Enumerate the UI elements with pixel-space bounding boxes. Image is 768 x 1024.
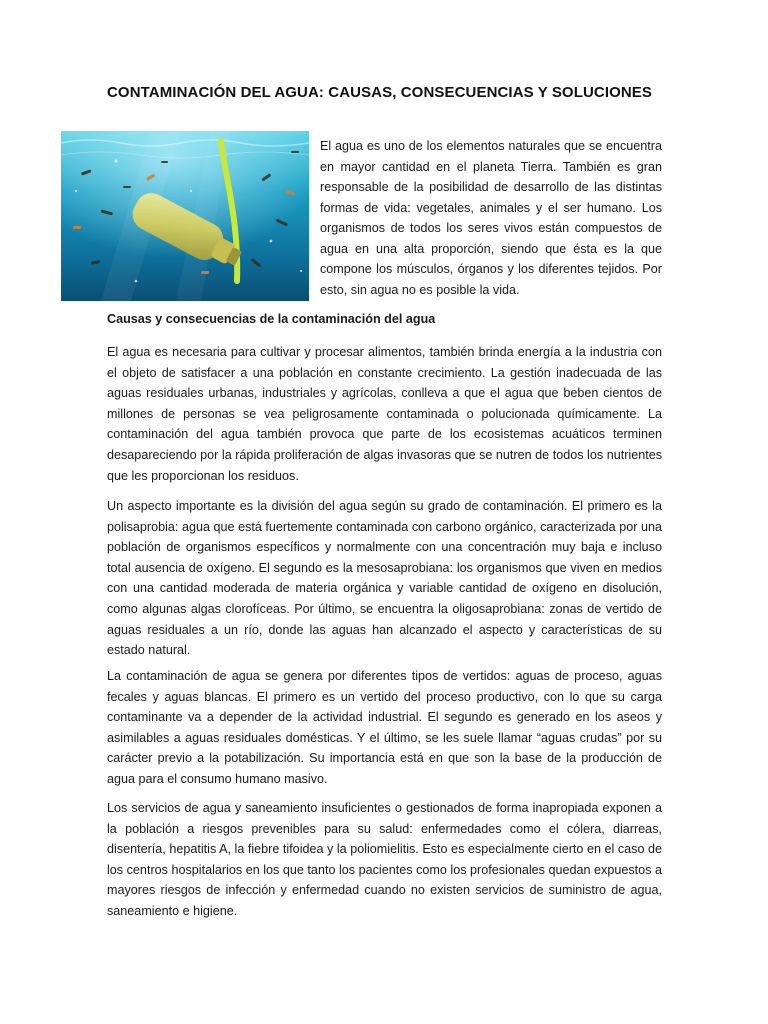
body-paragraph: Los servicios de agua y saneamiento insuficientes o gestionados de forma inapropiada exponen a la población a riesgos prevenibles para su salud: enfermedades como el cólera, diarreas, disentería, hepatitis A, la fiebre tifoidea y la poliomielitis. Esto es especialmente cierto en el caso de los centros hospitalarios en los que tanto los pacientes como los profesionales quedan expuestos a mayores riesgos de infección y enfermedad cuando no existen servicios de suministro de agua, saneamiento e higiene. xyxy=(107,801,662,918)
polluted-water-photo xyxy=(61,131,309,301)
body-paragraph: El agua es necesaria para cultivar y procesar alimentos, también brinda energía a la industria con el objeto de satisfacer a una población en constante crecimiento. La gestión inadecuada de las aguas residuales urbanas, industriales y agrícolas, conlleva a que el agua que beben cientos de millones de personas se vea peligrosamente contaminada o polucionada químicamente. La contaminación del agua también provoca que parte de los ecosistemas acuáticos terminen desapareciendo por la rápida proliferación de algas invasoras que se nutren de todos los nutrientes que les proporcionan los residuos. xyxy=(107,345,662,483)
body-paragraph: La contaminación de agua se genera por diferentes tipos de vertidos: aguas de proceso, aguas fecales y aguas blancas. El primero es un vertido del proceso productivo, con lo que su carga contaminante va a depender de la actividad industrial. El segundo es generado en los aseos y asimilables a aguas residuales domésticas. Y el último, se les suele llamar “aguas crudas” por su carácter previo a la potabilización. Su importancia está en que son la base de la producción de agua para el consumo humano masivo. xyxy=(107,669,662,786)
document-title: CONTAMINACIÓN DEL AGUA: CAUSAS, CONSECUENCIAS Y SOLUCIONES xyxy=(107,84,653,101)
intro-paragraph: El agua es uno de los elementos naturales que se encuentra en mayor cantidad en el planeta Tierra. También es gran responsable de la posibilidad de desarrollo de las distintas formas de vida: vegetales, animales y el ser humano. Los organismos de todos los seres vivos están compuestos de agua en una alta proporción, siendo que ésta es la que compone los músculos, órganos y los diferentes tejidos. Por esto, sin agua no es posible la vida. xyxy=(320,139,662,297)
underwater-plastic-illustration xyxy=(61,131,309,301)
section-heading: Causas y consecuencias de la contaminación del agua xyxy=(107,312,436,326)
body-paragraph: Un aspecto importante es la división del agua según su grado de contaminación. El primero es la polisaprobia: agua que está fuertemente contaminada con carbono orgánico, caracterizada por una población de organismos específicos y normalmente con una concentración muy baja e incluso total ausencia de oxígeno. El segundo es la mesosaprobiana: los organismos que viven en medios con una cantidad moderada de materia orgánica y variable cantidad de oxígeno en disolución, como algunas algas clorofíceas. Por último, se encuentra la oligosaprobiana: zonas de vertido de aguas residuales a un río, donde las aguas han alcanzado el aspecto y características de su estado natural. xyxy=(107,499,662,658)
